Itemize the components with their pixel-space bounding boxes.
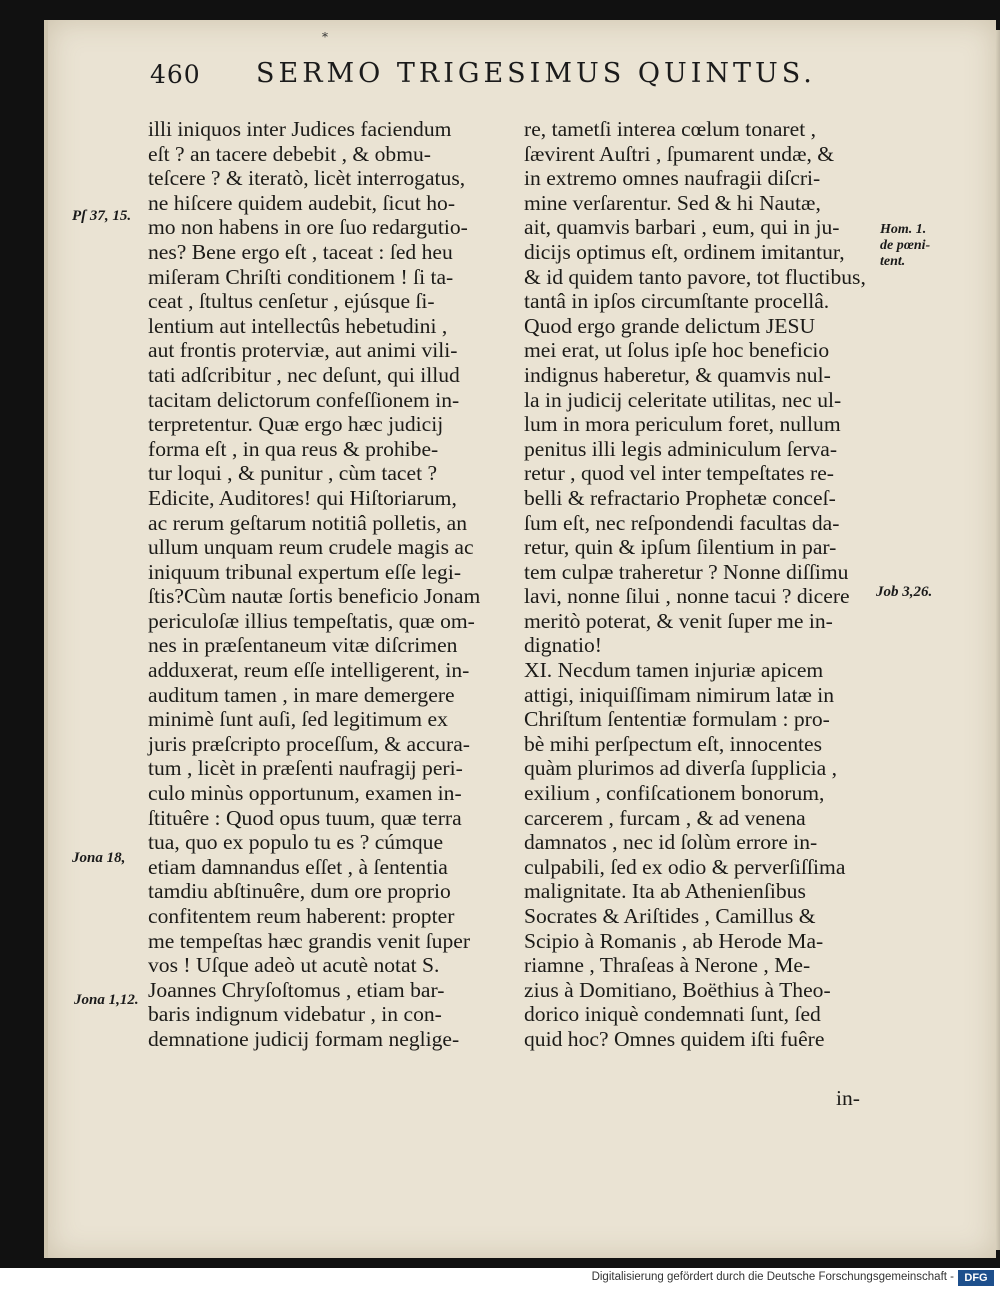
footer-bar bbox=[0, 1268, 1000, 1289]
text-line: ceat , ſtultus cenſetur , ejúsque ſi- bbox=[148, 289, 435, 314]
page-number: 460 bbox=[150, 60, 201, 89]
text-line: in extremo omnes naufragii diſcri- bbox=[524, 166, 821, 191]
text-line: terpretentur. Quæ ergo hæc judicij bbox=[148, 412, 444, 437]
text-line: lavi, nonne ſilui , nonne tacui ? dicere bbox=[524, 584, 850, 609]
text-line: damnatos , nec id ſolùm errore in- bbox=[524, 830, 818, 855]
running-title: SERMO TRIGESIMUS QUINTUS. bbox=[256, 58, 816, 89]
text-line: eſt ? an tacere debebit , & obmu- bbox=[148, 141, 431, 166]
text-line: minimè ſunt auſi, ſed legitimum ex bbox=[148, 707, 448, 732]
text-line: retur, quin & ipſum ſilentium in par- bbox=[524, 535, 837, 560]
text-line: tur loqui , & punitur , cùm tacet ? bbox=[148, 461, 438, 486]
text-line: auditum tamen , in mare demergere bbox=[148, 682, 455, 707]
text-line: adduxerat, reum eſſe intelligerent, in- bbox=[148, 658, 470, 683]
text-line: belli & refractario Prophetæ conceſ- bbox=[524, 485, 836, 510]
text-line: ſtis?Cùm nautæ ſortis beneficio Jonam bbox=[148, 584, 481, 609]
text-line: confitentem reum haberent: propter bbox=[148, 904, 455, 928]
text-line: ſævirent Auſtri , ſpumarent undæ, & bbox=[524, 141, 835, 166]
text-line: tua, quo ex populo tu es ? cúmque bbox=[148, 830, 444, 855]
text-line: malignitate. Ita ab Athenienſibus bbox=[524, 879, 806, 904]
text-line: ullum unquam reum crudele magis ac bbox=[148, 535, 474, 560]
margin-note-jona-1-12: Jona 1,12. bbox=[74, 992, 139, 1008]
text-line: dignatio! bbox=[524, 633, 602, 658]
text-line: tamdiu abſtinuêre, dum ore proprio bbox=[148, 879, 451, 904]
page-header bbox=[150, 58, 816, 98]
text-line: lum in mora periculum foret, nullum bbox=[524, 412, 841, 437]
text-line: quid hoc? Omnes quidem iſti fuêre bbox=[524, 1026, 825, 1051]
text-line: meritò poterat, & venit ſuper me in- bbox=[524, 608, 833, 633]
text-line: Joannes Chryſoſtomus , etiam bar- bbox=[148, 977, 445, 1002]
text-line: tantâ in ipſos circumſtante procellâ. bbox=[524, 289, 830, 314]
text-line: mei erat, ut ſolus ipſe hoc beneficio bbox=[524, 338, 830, 363]
text-line: tati adſcribitur , nec deſunt, qui illud bbox=[148, 362, 460, 387]
text-line: iniquum tribunal expertum eſſe legi- bbox=[148, 559, 462, 584]
text-line: mine verſarentur. Sed & hi Nautæ, bbox=[524, 190, 821, 215]
text-line: me tempeſtas hæc grandis venit ſuper bbox=[148, 928, 471, 953]
text-line: attigi, iniquiſſimam nimirum latæ in bbox=[524, 682, 835, 707]
margin-note-homily: Hom. 1. de pœni-tent. bbox=[880, 222, 931, 269]
text-line: Chriſtum ſententiæ formulam : pro- bbox=[524, 707, 830, 732]
text-line: zius à Domitiano, Boëthius à Theo- bbox=[524, 977, 831, 1002]
top-mark: * bbox=[322, 30, 328, 44]
text-line: illi iniquos inter Judices faciendum bbox=[148, 117, 452, 141]
margin-note-job: Job 3,26. bbox=[876, 584, 933, 600]
text-line: culo minùs opportunum, examen in- bbox=[148, 781, 462, 806]
text-line: Socrates & Ariſtides , Camillus & bbox=[524, 904, 816, 928]
text-line: nes? Bene ergo eſt , taceat : ſed heu bbox=[148, 239, 453, 264]
text-line: forma eſt , in qua reus & prohibe- bbox=[148, 436, 439, 461]
text-line: riamne , Thraſeas à Nerone , Me- bbox=[524, 953, 811, 978]
text-line: bè mihi perſpectum eſt, innocentes bbox=[524, 731, 823, 756]
text-line: indignus haberetur, & quamvis nul- bbox=[524, 362, 831, 387]
text-line: ſtituêre : Quod opus tuum, quæ terra bbox=[148, 805, 462, 830]
text-line: ait, quamvis barbari , eum, qui in ju- bbox=[524, 215, 840, 240]
text-line: nes in præſentaneum vitæ diſcrimen bbox=[148, 633, 458, 658]
text-line: periculoſæ illius tempeſtatis, quæ om- bbox=[148, 608, 475, 633]
text-line: aut frontis proterviæ, aut animi vili- bbox=[148, 338, 458, 363]
text-line: penitus illi legis adminiculum ſerva- bbox=[524, 436, 838, 461]
text-line: teſcere ? & iteratò, licèt interrogatus, bbox=[148, 166, 466, 191]
text-line: tem culpæ traheretur ? Nonne diſſimu bbox=[524, 559, 849, 584]
text-line: retur , quod vel inter tempeſtates re- bbox=[524, 461, 834, 486]
text-line: la in judicij celeritate utilitas, nec ul- bbox=[524, 387, 842, 412]
text-line: re, tametſi interea cœlum tonaret , bbox=[524, 117, 816, 141]
dfg-logo: DFG bbox=[958, 1270, 994, 1286]
text-line: tum , licèt in præſenti naufragij peri- bbox=[148, 756, 463, 781]
text-line: lentium aut intellectûs hebetudini , bbox=[148, 313, 448, 338]
right-column bbox=[524, 117, 904, 1052]
text-line: Scipio à Romanis , ab Herode Ma- bbox=[524, 928, 824, 953]
text-line: culpabili, ſed ex odio & perverſiſſima bbox=[524, 854, 846, 879]
text-line: tacitam delictorum confeſſionem in- bbox=[148, 387, 460, 412]
text-line: ac rerum geſtarum notitiâ polletis, an bbox=[148, 510, 468, 535]
margin-note-jona-18: Jona 18, bbox=[72, 850, 126, 866]
text-line: vos ! Uſque adeò ut acutè notat S. bbox=[148, 953, 440, 978]
text-line: ſum eſt, nec reſpondendi facultas da- bbox=[524, 510, 840, 535]
text-line: juris præſcripto proceſſum, & accura- bbox=[148, 731, 470, 756]
text-line: baris indignum videbatur , in con- bbox=[148, 1002, 442, 1027]
text-line: dicijs optimus eſt, ordinem imitantur, bbox=[524, 239, 845, 264]
text-line: etiam damnandus eſſet , à ſententia bbox=[148, 854, 448, 879]
text-line: dorico iniquè condemnati ſunt, ſed bbox=[524, 1002, 821, 1027]
text-line: exilium , confiſcationem bonorum, bbox=[524, 781, 825, 806]
footer-credit: Digitalisierung gefördert durch die Deutsche Forschungsgemeinschaft - bbox=[591, 1271, 954, 1283]
margin-note-psalm: Pſ 37, 15. bbox=[72, 208, 132, 224]
page-edge bbox=[996, 30, 1000, 1250]
text-line: Quod ergo grande delictum JESU bbox=[524, 313, 816, 338]
text-line: & id quidem tanto pavore, tot fluctibus, bbox=[524, 264, 866, 289]
text-line: carcerem , furcam , & ad venena bbox=[524, 805, 806, 830]
left-column bbox=[148, 117, 508, 1052]
text-line: demnatione judicij formam neglige- bbox=[148, 1026, 460, 1051]
catchword: in- bbox=[836, 1086, 860, 1110]
text-line: XI. Necdum tamen injuriæ apicem bbox=[524, 658, 824, 683]
text-line: mo non habens in ore ſuo redargutio- bbox=[148, 215, 468, 240]
text-line: miſeram Chriſti conditionem ! ſi ta- bbox=[148, 264, 454, 289]
text-line: ne hiſcere quidem audebit, ſicut ho- bbox=[148, 190, 456, 215]
text-line: Edicite, Auditores! qui Hiſtoriarum, bbox=[148, 485, 457, 510]
text-line: quàm plurimos ad diverſa ſupplicia , bbox=[524, 756, 838, 781]
